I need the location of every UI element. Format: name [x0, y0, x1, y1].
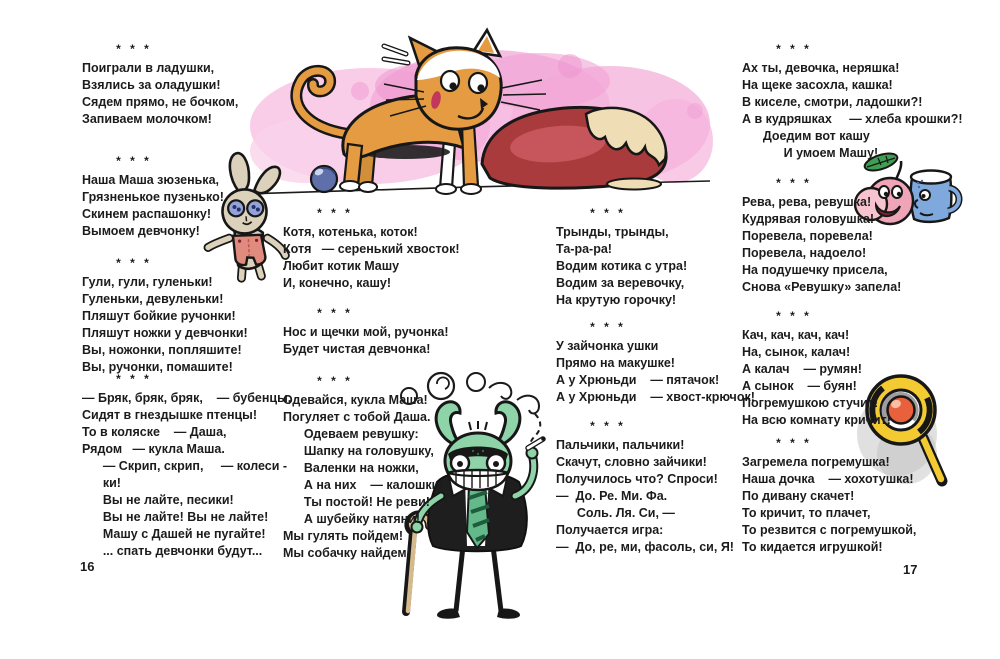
poem-line: Одевайся, кукла Маша!: [283, 393, 428, 407]
poem-line: Поревела, надоело!: [742, 246, 867, 260]
poem-line: Запиваем молочком!: [82, 112, 212, 126]
poem-line: Снова «Ревушку» запела!: [742, 280, 902, 294]
beetle-horn: [496, 402, 520, 444]
stanza-separator: * * *: [317, 206, 353, 220]
poem-line: У зайчонка ушки: [556, 339, 659, 353]
poem-line: Мы гулять пойдем!: [283, 529, 404, 543]
poem-line: Взялись за оладушки!: [82, 78, 221, 92]
poem-line: В киселе, смотри, ладошки?!: [742, 95, 923, 109]
poem-line: Сядем прямо, не бочком,: [82, 95, 239, 109]
poem-line: Шапку на головушку,: [283, 444, 434, 458]
poem-line: Пальчики, пальчики!: [556, 438, 685, 452]
poem-line: Валенки на ножки,: [283, 461, 419, 475]
stanza-separator: * * *: [590, 320, 626, 334]
poem-line: Мы собачку найдем!: [283, 546, 411, 560]
poem-line: Рева, рева, ревушка!: [742, 195, 872, 209]
poem-line: На всю комнату кричит!: [742, 413, 891, 427]
poem-line: Вы не лайте! Вы не лайте!: [82, 510, 269, 524]
poem-line: А в кудряшках — хлеба крошки?!: [742, 112, 963, 126]
poem-stanza: [82, 154, 262, 240]
poem-line: Та-ра-ра!: [556, 242, 612, 256]
poem-line: Поревела, поревела!: [742, 229, 873, 243]
stanza-separator: * * *: [776, 176, 812, 190]
poem-line: Грязненькое пузенько!: [82, 190, 224, 204]
poem-line: По дивану скачет!: [742, 489, 855, 503]
poem-line: Вы, ножонки, попляшите!: [82, 343, 242, 357]
poem-line: Погуляет с тобой Даша.: [283, 410, 431, 424]
poem-line: — Бряк, бряк, бряк, — бубенцы,: [82, 391, 292, 405]
cat-eye: [441, 71, 459, 91]
stanza-separator: * * *: [590, 419, 626, 433]
toy-ball: [311, 166, 337, 192]
poem-line: А у Хрюньди — пятачок!: [556, 373, 720, 387]
poem-stanza: [742, 42, 963, 162]
poem-line: Погремушкою стучит!: [742, 396, 879, 410]
stanza-separator: * * *: [317, 306, 353, 320]
poem-line: — До. Ре. Ми. Фа.: [556, 489, 668, 503]
poem-line: То резвится с погремушкой,: [742, 523, 917, 537]
poem-line: Скачут, словно зайчики!: [556, 455, 707, 469]
page-number-left: 16: [80, 559, 95, 574]
poem-line: Вы не лайте, песики!: [82, 493, 234, 507]
poem-line: Поиграли в ладушки,: [82, 61, 215, 75]
cat-eye: [469, 73, 487, 93]
poem-line: Кудрявая головушка!: [742, 212, 875, 226]
poem-line: И умоем Машу!: [742, 146, 879, 160]
poem-stanza: [283, 374, 453, 562]
poem-line: ки!: [82, 476, 121, 490]
stanza-separator: * * *: [116, 42, 152, 56]
poem-stanza: [742, 176, 952, 296]
poem-line: Одеваем ревушку:: [283, 427, 419, 441]
stanza-separator: * * *: [776, 309, 812, 323]
poem-line: Вы, ручонки, помашите!: [82, 360, 233, 374]
poem-line: Ах ты, девочка, неряшка!: [742, 61, 900, 75]
poem-line: Доедим вот кашу: [742, 129, 870, 143]
poem-line: Наша дочка — хохотушка!: [742, 472, 914, 486]
poem-line: А сынок — буян!: [742, 379, 857, 393]
poem-stanza: [82, 372, 292, 560]
poem-line: Скинем распашонку!: [82, 207, 212, 221]
poem-line: Котя — серенький хвосток!: [283, 242, 460, 256]
poem-stanza: [742, 436, 952, 556]
poem-stanza: [82, 256, 262, 376]
poem-line: Котя, котенька, коток!: [283, 225, 418, 239]
poem-stanza: [556, 419, 734, 556]
poem-stanza: [283, 206, 460, 292]
poem-line: Пляшут бойкие ручонки!: [82, 309, 236, 323]
poem-line: Соль. Ля. Си, —: [556, 506, 675, 520]
poem-line: На щеке засохла, кашка!: [742, 78, 893, 92]
stanza-separator: * * *: [116, 154, 152, 168]
poem-line: Гули, гули, гуленьки!: [82, 275, 213, 289]
poem-stanza: [556, 320, 755, 406]
poem-line: Водим котика с утра!: [556, 259, 688, 273]
page-number-right: 17: [903, 562, 918, 577]
poem-stanza: [82, 42, 262, 128]
poem-line: Нос и щечки мой, ручонка!: [283, 325, 449, 339]
stanza-separator: * * *: [590, 206, 626, 220]
poem-line: Сидят в гнездышке птенцы!: [82, 408, 258, 422]
poem-line: То кидается игрушкой!: [742, 540, 883, 554]
poem-line: Трынды, трынды,: [556, 225, 669, 239]
poem-line: На подушечку присела,: [742, 263, 888, 277]
stanza-separator: * * *: [317, 374, 353, 388]
poem-line: То в коляске — Даша,: [82, 425, 227, 439]
stanza-separator: * * *: [776, 42, 812, 56]
poem-stanza: [556, 206, 726, 309]
poem-line: Прямо на макушке!: [556, 356, 675, 370]
poem-line: И, конечно, кашу!: [283, 276, 391, 290]
poem-line: ... спать девчонки будут...: [82, 544, 263, 558]
poem-line: Водим за веревочку,: [556, 276, 685, 290]
stanza-separator: * * *: [116, 372, 152, 386]
poem-line: На крутую горочку!: [556, 293, 677, 307]
stanza-separator: * * *: [116, 256, 152, 270]
poem-line: Будет чистая девчонка!: [283, 342, 431, 356]
cat-and-bread-scene: [240, 26, 715, 200]
poem-stanza: [742, 309, 952, 429]
beetle-head: [445, 421, 511, 490]
poem-line: Наша Маша зюзенька,: [82, 173, 219, 187]
poem-line: На, сынок, калач!: [742, 345, 851, 359]
poem-line: Кач, кач, кач, кач!: [742, 328, 850, 342]
beetle-leg: [456, 546, 463, 611]
poem-line: Вымоем девчонку!: [82, 224, 200, 238]
poem-line: Загремела погремушка!: [742, 455, 890, 469]
beetle-shoe: [437, 608, 460, 618]
poem-line: А шубейку натяни!: [283, 512, 421, 526]
poem-line: Получилось что? Спроси!: [556, 472, 718, 486]
poem-line: — Скрип, скрип, — колеси -: [82, 459, 288, 473]
poem-line: То кричит, то плачет,: [742, 506, 871, 520]
poem-line: Рядом — кукла Маша.: [82, 442, 225, 456]
poem-line: Машу с Дашей не пугайте!: [82, 527, 266, 541]
stanza-separator: * * *: [776, 436, 812, 450]
poem-line: А калач — румян!: [742, 362, 862, 376]
poem-stanza: [283, 306, 453, 358]
poem-line: Пляшут ножки у девчонки!: [82, 326, 248, 340]
poem-line: — До, ре, ми, фасоль, си, Я!: [556, 540, 734, 554]
poem-line: Гуленьки, девуленьки!: [82, 292, 224, 306]
beetle-shoe: [497, 608, 520, 618]
poem-line: А у Хрюньди — хвост-крючок!: [556, 390, 755, 404]
poem-line: А на них — калошки!: [283, 478, 444, 492]
poem-line: Получается игра:: [556, 523, 664, 537]
beetle-leg: [493, 546, 501, 611]
poem-line: Любит котик Машу: [283, 259, 400, 273]
poem-line: Ты постой! Не реви!: [283, 495, 430, 509]
